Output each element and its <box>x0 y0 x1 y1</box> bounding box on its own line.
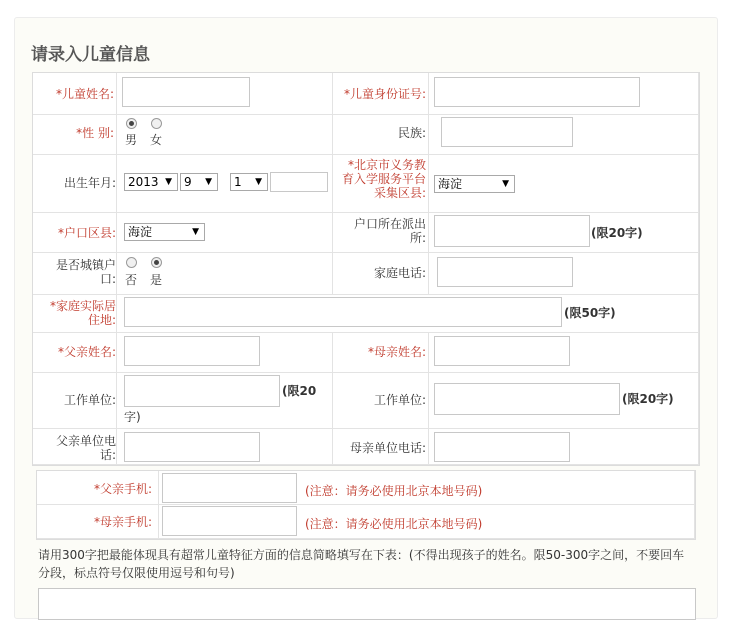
child-name-label: *儿童姓名: <box>55 87 114 101</box>
address-limit: (限50字) <box>564 306 616 320</box>
father-work-phone-label: 父亲单位电话: <box>55 434 116 462</box>
mother-mobile-label: *母亲手机: <box>93 515 152 529</box>
mother-work-phone-label: 母亲单位电话: <box>349 441 426 455</box>
urban-yes-label: 是 <box>150 273 163 287</box>
urban-no-radio[interactable] <box>126 257 137 268</box>
father-work-label: 工作单位: <box>63 393 116 407</box>
ethnicity-input[interactable] <box>441 117 573 147</box>
birth-label: 出生年月: <box>63 176 116 190</box>
urban-no-label: 否 <box>125 273 138 287</box>
hukou-district-value: 海淀 <box>128 225 153 239</box>
father-name-input[interactable] <box>124 336 260 366</box>
child-id-input[interactable] <box>434 77 640 107</box>
birth-month-value: 9 <box>184 175 192 189</box>
urban-yes-radio[interactable] <box>151 257 162 268</box>
birth-year-select[interactable] <box>124 173 178 191</box>
ethnicity-label: 民族: <box>397 126 426 140</box>
page-title: 请录入儿童信息 <box>31 45 150 64</box>
birth-extra-box <box>270 172 328 192</box>
chevron-down-icon: ▼ <box>205 177 212 187</box>
father-work-phone-input[interactable] <box>124 432 260 462</box>
mother-name-label: *母亲姓名: <box>367 345 426 359</box>
mother-work-limit: (限20字) <box>622 392 674 406</box>
father-name-label: *父亲姓名: <box>57 345 116 359</box>
father-work-limit: (限20 <box>282 384 317 398</box>
urban-hukou-label: 是否城镇户口: <box>55 258 116 286</box>
child-id-label: *儿童身份证号: <box>343 87 426 101</box>
birth-day-select[interactable] <box>230 173 268 191</box>
service-area-value: 海淀 <box>438 177 463 191</box>
police-station-limit: (限20字) <box>591 226 643 240</box>
home-phone-input[interactable] <box>437 257 573 287</box>
description-instructions: 请用300字把最能体现具有超常儿童特征方面的信息简略填写在下表：(不得出现孩子的姓名。限50-300字之间，不要回车分段，标点符号仅限使用逗号和句号) <box>38 548 685 580</box>
father-mobile-input[interactable] <box>162 473 297 503</box>
gender-label: *性 别: <box>76 126 114 140</box>
address-input[interactable] <box>124 297 562 327</box>
birth-month-select[interactable] <box>180 173 218 191</box>
hukou-district-label: *户口区县: <box>57 226 116 240</box>
chevron-down-icon: ▼ <box>255 177 262 187</box>
chevron-down-icon: ▼ <box>165 177 172 187</box>
mother-work-phone-input[interactable] <box>434 432 570 462</box>
police-station-input[interactable] <box>434 215 590 247</box>
chevron-down-icon: ▼ <box>192 227 199 237</box>
chevron-down-icon: ▼ <box>502 179 509 189</box>
birth-day-value: 1 <box>234 175 242 189</box>
police-station-label: 户口所在派出所: <box>353 217 426 245</box>
service-area-select[interactable] <box>434 175 515 193</box>
father-mobile-note: (注意：请务必使用北京本地号码) <box>305 484 483 498</box>
mother-work-label: 工作单位: <box>373 393 426 407</box>
address-label: *家庭实际居住地: <box>49 299 116 327</box>
service-area-label: *北京市义务教育入学服务平台采集区县: <box>342 158 427 200</box>
description-textarea[interactable] <box>38 588 696 620</box>
mother-work-input[interactable] <box>434 383 620 415</box>
father-mobile-label: *父亲手机: <box>93 482 152 496</box>
birth-year-value: 2013 <box>128 175 159 189</box>
gender-female-radio[interactable] <box>151 118 162 129</box>
child-name-input[interactable] <box>122 77 250 107</box>
gender-male-radio[interactable] <box>126 118 137 129</box>
hukou-district-select[interactable] <box>124 223 205 241</box>
mother-mobile-note: (注意：请务必使用北京本地号码) <box>305 517 483 531</box>
gender-male-label: 男 <box>125 133 138 147</box>
home-phone-label: 家庭电话: <box>373 266 426 280</box>
father-work-input[interactable] <box>124 375 280 407</box>
gender-female-label: 女 <box>150 133 163 147</box>
mother-name-input[interactable] <box>434 336 570 366</box>
mother-mobile-input[interactable] <box>162 506 297 536</box>
father-work-limit-cont: 字) <box>124 410 141 424</box>
